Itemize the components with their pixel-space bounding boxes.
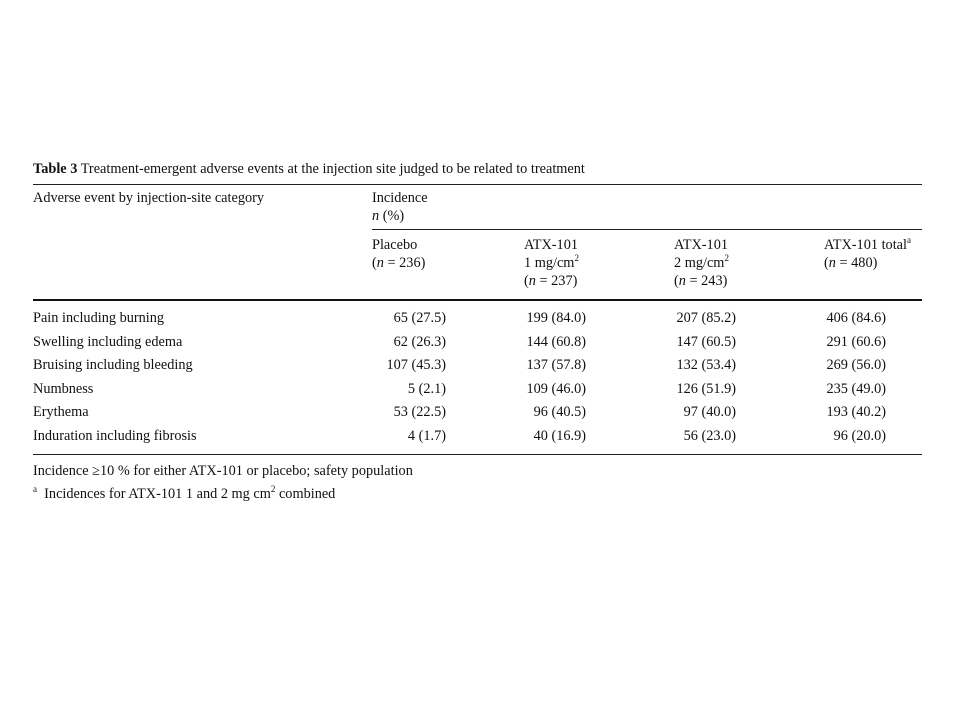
row-spacer <box>886 401 922 425</box>
incidence-cell: 199 (84.0) <box>526 310 586 326</box>
incidence-cell: 40 (16.9) <box>533 427 586 444</box>
bottom-rule <box>33 454 922 455</box>
incidence-cell: 193 (40.2) <box>826 404 886 420</box>
row-spacer <box>886 378 922 402</box>
adverse-events-table <box>33 159 922 506</box>
table-body <box>33 307 922 448</box>
row-spacer <box>886 331 922 355</box>
incidence-cell: 137 (57.8) <box>526 357 586 373</box>
table-row <box>33 331 922 355</box>
incidence-cell: 144 (60.8) <box>526 333 586 350</box>
event-name-cell: Pain including burning <box>33 310 165 326</box>
incidence-unit: n (%) <box>372 208 405 224</box>
incidence-cell: 107 (45.3) <box>386 357 446 373</box>
table-row <box>33 401 922 425</box>
table-header <box>33 185 922 299</box>
incidence-cell: 4 (1.7) <box>407 427 446 444</box>
table-row <box>33 378 922 402</box>
incidence-cell: 53 (22.5) <box>393 404 446 420</box>
incidence-cell: 96 (40.5) <box>533 404 586 420</box>
header-rule <box>33 299 922 301</box>
incidence-cell: 406 (84.6) <box>826 310 886 326</box>
footnote-a: $^a$ Incidences for ATX-101 1 and 2 mg $cm^2$ combined <box>33 484 336 502</box>
incidence-cell: 65 (27.5) <box>393 310 446 326</box>
incidence-cell: 109 (46.0) <box>526 380 586 397</box>
event-name-cell: Induration including fibrosis <box>33 427 197 444</box>
table-row <box>33 307 922 331</box>
footnote-incidence: Incidence ≥10 % for either ATX-101 or placebo; safety population <box>33 463 413 479</box>
table-caption <box>33 159 922 179</box>
incidence-cell: 132 (53.4) <box>676 357 736 373</box>
incidence-subrule <box>372 229 922 230</box>
table-row <box>33 425 922 449</box>
event-name-cell: Numbness <box>33 380 94 397</box>
table-footnotes <box>33 460 922 506</box>
incidence-cell: 235 (49.0) <box>826 380 886 397</box>
row-header-label: Adverse event by injection-site category <box>33 190 265 206</box>
incidence-cell: 291 (60.6) <box>826 333 886 350</box>
incidence-cell: 5 (2.1) <box>407 380 446 397</box>
incidence-cell: 56 (23.0) <box>683 427 736 444</box>
incidence-cell: 126 (51.9) <box>676 380 736 397</box>
incidence-label: Incidence <box>372 190 428 206</box>
incidence-cell: 97 (40.0) <box>683 404 736 420</box>
row-spacer <box>886 354 922 378</box>
col-header-atx101-1mg: ATX-101 1 $mg/cm^2$ (n = 237) <box>524 237 579 289</box>
table-title: Treatment-emergent adverse events at the injection site judged to be related to treatment <box>80 161 585 177</box>
incidence-cell: 207 (85.2) <box>676 310 736 326</box>
incidence-cell: 96 (20.0) <box>833 427 886 444</box>
event-name-cell: Erythema <box>33 404 89 420</box>
table-row <box>33 354 922 378</box>
col-header-placebo: Placebo (n = 236) <box>372 237 426 271</box>
event-name-cell: Bruising including bleeding <box>33 357 193 373</box>
row-spacer <box>886 425 922 449</box>
row-spacer <box>886 307 922 331</box>
incidence-cell: 269 (56.0) <box>826 357 886 373</box>
incidence-cell: 62 (26.3) <box>393 333 446 350</box>
col-header-atx101-2mg: ATX-101 2 $mg/cm^2$ (n = 243) <box>674 237 729 289</box>
event-name-cell: Swelling including edema <box>33 333 183 350</box>
table-label: Table 3 <box>33 161 78 177</box>
col-header-atx101-total: ATX-101 total$^a$ (n = 480) <box>824 235 911 271</box>
incidence-cell: 147 (60.5) <box>676 333 736 350</box>
